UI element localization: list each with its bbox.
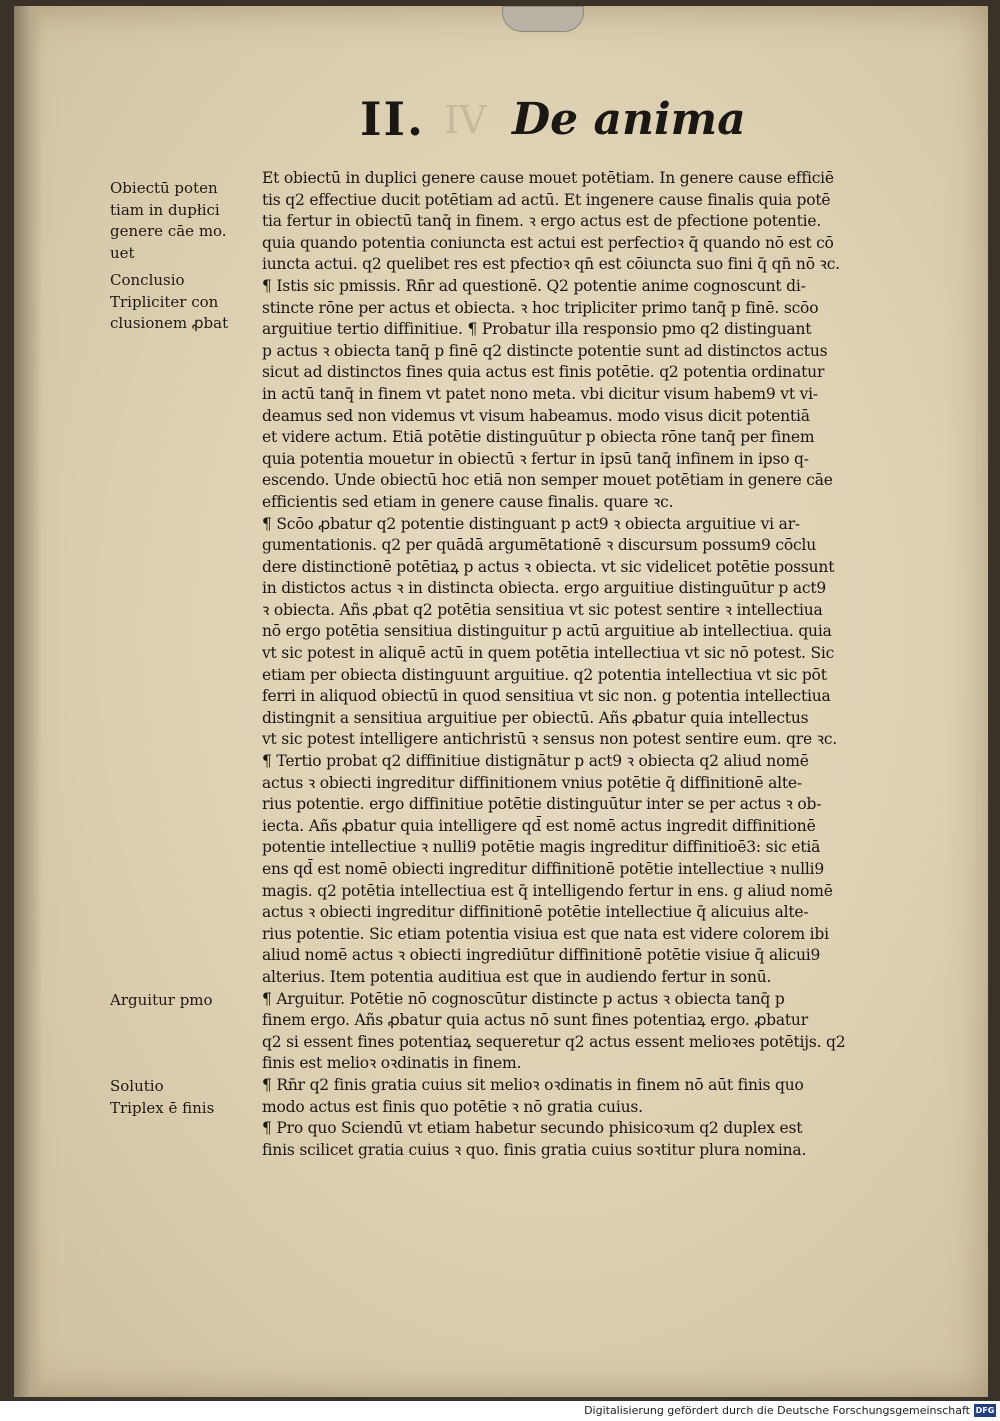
text-line: vt sic potest intelligere antichristū ꝛ sensus non potest sentire eum. qre ꝛc. [262, 730, 838, 749]
text-line: actus ꝛ obiecti ingreditur diffinitionē potētie intellectiue q̄ alicuius alte- [262, 903, 809, 922]
text-line: ens qd̄ est nomē obiecti ingreditur diffinitionē potētie intellectiue ꝛ nulli9 [262, 860, 824, 878]
page-gutter [14, 6, 42, 1397]
text-line: actus ꝛ obiecti ingreditur diffinitionem vnius potētie q̄ diffinitionē alte- [262, 773, 802, 792]
bleed-through-text: IV [444, 98, 487, 142]
text-line: rius potentie. ergo diffinitiue potētie distinguūtur inter se per actus ꝛ ob- [262, 795, 822, 814]
text-line: ferri in aliquod obiectū in quod sensitiua vt sic non. g potentia intellectiua [262, 687, 831, 706]
margin-note-line: clusionem ꝓbat [110, 314, 229, 333]
running-title: De anima [512, 94, 746, 145]
margin-note-line: Triplex ē finis [110, 1098, 215, 1117]
text-line: Et obiectū in duplici genere cause mouet potētiam. In genere cause efficiē [262, 169, 834, 187]
text-line: ¶ Tertio probat q2 diffinitiue distignātur p act9 ꝛ obiecta q2 aliud nomē [262, 752, 809, 771]
text-line: gumentationis. q2 per quādā argumētationē ꝛ discursum possum9 cōclu [262, 536, 816, 555]
text-line: ¶ Istis sic pmissis. Rn̄r ad questionē. Q2 potentie anime cognoscunt di- [262, 276, 806, 295]
margin-note-line: Tripliciter con [110, 292, 219, 311]
margin-note-line: uet [110, 243, 135, 262]
text-line: p actus ꝛ obiecta tanq̄ p finē q2 distincte potentie sunt ad distinctos actus [262, 341, 828, 360]
text-line: ꝛ obiecta. Añs ꝓbat q2 potētia sensitiua vt sic potest sentire ꝛ intellectiua [262, 600, 823, 619]
text-line: quia potentia mouetur in obiectū ꝛ fertur in ipsū tanq̄ infinem in ipso q- [262, 449, 809, 468]
page-clip [502, 6, 584, 32]
margin-note [110, 270, 262, 335]
text-line: modo actus est finis quo potētie ꝛ nō gratia cuius. [262, 1097, 643, 1116]
text-line: finis scilicet gratia cuius ꝛ quo. finis gratia cuius soꝛtitur plura nomina. [262, 1140, 807, 1159]
text-line: in actū tanq̄ in finem vt patet nono meta. vbi dicitur visum habem9 vt vi- [262, 384, 818, 403]
margin-note-line: Conclusio [110, 271, 185, 289]
text-line: ¶ Pro quo Sciendū vt etiam habetur secundo phisicoꝛum q2 duplex est [262, 1119, 803, 1138]
text-line: ¶ Arguitur. Potētie nō cognoscūtur distincte p actus ꝛ obiecta tanq̄ p [262, 989, 785, 1008]
margin-note [110, 1076, 262, 1119]
text-line: vt sic potest in aliquē actū in quem potētia intellectiua vt sic nō potest. Sic [262, 644, 835, 663]
text-line: iuncta actui. q2 quelibet res est pfectioꝛ qn̄ est cōiuncta suo fini q̄ qn̄ nō ꝛc. [262, 255, 840, 274]
text-line: in distictos actus ꝛ in distincta obiecta. ergo arguitiue distinguūtur p act9 [262, 579, 827, 598]
text-line: et videre actum. Etiā potētie distinguūtur p obiecta rōne tanq̄ per finem [262, 428, 815, 447]
margin-note-line: Arguitur pmo [110, 991, 213, 1009]
text-line: stincte rōne per actus et obiecta. ꝛ hoc tripliciter primo tanq̄ p finē. scōo [262, 298, 819, 317]
text-line: finis est melioꝛ oꝛdinatis in finem. [262, 1054, 522, 1073]
text-line: finem ergo. Añs ꝓbatur quia actus nō sunt fines potentiaꝝ ergo. ꝓbatur [262, 1011, 808, 1030]
text-line: distingnit a sensitiua arguitiue per obiectū. Añs ꝓbatur quia intellectus [262, 708, 809, 727]
margin-note [110, 990, 262, 1012]
margin-note-line: genere cāe mo. [110, 222, 227, 241]
text-line: aliud nomē actus ꝛ obiecti ingrediūtur diffinitionē potētie visiue q̄ alicui9 [262, 946, 821, 965]
funding-credit: Digitalisierung gefördert durch die Deutsche Forschungsgemeinschaft [584, 1404, 970, 1417]
margin-note [110, 178, 262, 264]
text-line: dere distinctionē potētiaꝝ p actus ꝛ obiecta. vt sic videlicet potētie possunt [262, 557, 835, 576]
text-line: etiam per obiecta distinguunt arguitiue. q2 potentia intellectiua vt sic pōt [262, 665, 827, 684]
text-line: arguitiue tertio diffinitiue. ¶ Probatur illa responsio pmo q2 distinguant [262, 320, 812, 339]
text-line: nō ergo potētia sensitiua distinguitur p actū arguitiue ab intellectiua. quia [262, 622, 832, 641]
text-line: ¶ Scōo ꝓbatur q2 potentie distinguant p act9 ꝛ obiecta arguitiue vi ar- [262, 514, 800, 533]
text-line: tia fertur in obiectū tanq̄ in finem. ꝛ ergo actus est de pfectione potentie. [262, 212, 822, 231]
footer-bar [0, 1401, 1000, 1421]
text-line: sicut ad distinctos fines quia actus est finis potētie. q2 potentia ordinatur [262, 363, 825, 382]
text-line: potentie intellectiue ꝛ nulli9 potētie magis ingreditur diffinitioē3: sic etiā [262, 838, 821, 857]
text-line: escendo. Unde obiectū hoc etiā non semper mouet potētiam in genere cāe [262, 471, 833, 490]
text-line: rius potentie. Sic etiam potentia visiua est que nata est videre colorem ibi [262, 924, 829, 943]
page-header [356, 92, 776, 162]
margin-note-line: Solutio [110, 1077, 164, 1095]
text-line: ¶ Rn̄r q2 finis gratia cuius sit melioꝛ oꝛdinatis in finem nō aūt finis quo [262, 1075, 804, 1094]
text-line: quia quando potentia coniuncta est actui est perfectioꝛ q̄ quando nō est cō [262, 233, 834, 252]
text-line: iecta. Añs ꝓbatur quia intelligere qd̄ est nomē actus ingredit diffinitionē [262, 816, 816, 835]
dfg-logo: DFG [975, 1406, 995, 1415]
margin-note-line: tiam in dupłici [110, 200, 220, 219]
text-line: tis q2 effectiue ducit potētiam ad actū. Et ingenere cause finalis quia potē [262, 190, 831, 209]
text-line: q2 si essent fines potentiaꝝ sequeretur q2 actus essent melioꝛes potētijs. q2 [262, 1032, 846, 1051]
page-number: II. [360, 92, 426, 146]
text-line: efficientis sed etiam in genere cause finalis. quare ꝛc. [262, 492, 674, 511]
margin-note-line: Obiectū poten [110, 179, 218, 197]
text-line: deamus sed non videmus vt visum habeamus. modo visus dicit potentiā [262, 406, 810, 425]
text-line: magis. q2 potētia intellectiua est q̄ intelligendo fertur in ens. g aliud nomē [262, 881, 833, 900]
text-line: alterius. Item potentia auditiua est que in audiendo fertur in sonū. [262, 967, 772, 986]
main-text-block [262, 168, 934, 1161]
